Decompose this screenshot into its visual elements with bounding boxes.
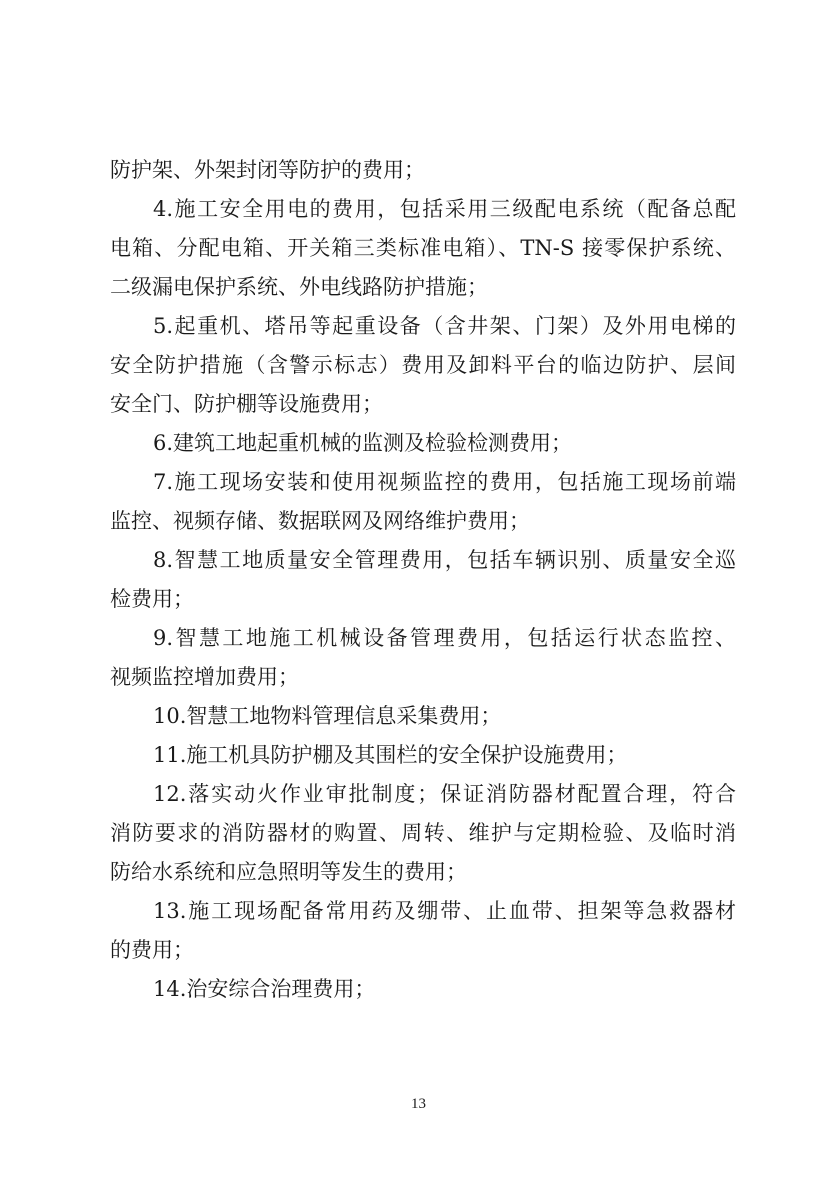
page-number: 13 bbox=[411, 1096, 426, 1112]
text-line: 13.施工现场配备常用药及绷带、止血带、担架等急救器材 bbox=[153, 899, 736, 923]
text-line: 防给水系统和应急照明等发生的费用； bbox=[110, 860, 467, 884]
text-line: 14.治安综合治理费用； bbox=[153, 977, 376, 1001]
text-line: 防护架、外架封闭等防护的费用； bbox=[110, 158, 425, 182]
text-line: 安全防护措施（含警示标志）费用及卸料平台的临边防护、层间 bbox=[110, 353, 736, 377]
text-line: 8.智慧工地质量安全管理费用，包括车辆识别、质量安全巡 bbox=[153, 548, 736, 572]
text-line: 电箱、分配电箱、开关箱三类标准电箱）、TN-S 接零保护系统、 bbox=[110, 236, 736, 260]
text-line: 10.智慧工地物料管理信息采集费用； bbox=[153, 704, 502, 728]
text-line: 7.施工现场安装和使用视频监控的费用，包括施工现场前端 bbox=[153, 470, 736, 494]
text-line: 9.智慧工地施工机械设备管理费用，包括运行状态监控、 bbox=[153, 626, 736, 650]
text-line: 监控、视频存储、数据联网及网络维护费用； bbox=[110, 509, 530, 533]
text-line: 检费用； bbox=[110, 587, 194, 611]
text-line: 5.起重机、塔吊等起重设备（含井架、门架）及外用电梯的 bbox=[153, 314, 736, 338]
text-line: 12.落实动火作业审批制度；保证消防器材配置合理，符合 bbox=[153, 782, 736, 806]
text-line: 的费用； bbox=[110, 938, 194, 962]
text-line: 6.建筑工地起重机械的监测及检验检测费用； bbox=[153, 431, 573, 455]
text-line: 消防要求的消防器材的购置、周转、维护与定期检验、及临时消 bbox=[110, 821, 736, 845]
text-line: 二级漏电保护系统、外电线路防护措施； bbox=[110, 275, 488, 299]
text-line: 安全门、防护棚等设施费用； bbox=[110, 392, 383, 416]
text-line: 视频监控增加费用； bbox=[110, 665, 299, 689]
text-line: 4.施工安全用电的费用，包括采用三级配电系统（配备总配 bbox=[153, 197, 736, 221]
text-line: 11.施工机具防护棚及其围栏的安全保护设施费用； bbox=[153, 743, 628, 767]
